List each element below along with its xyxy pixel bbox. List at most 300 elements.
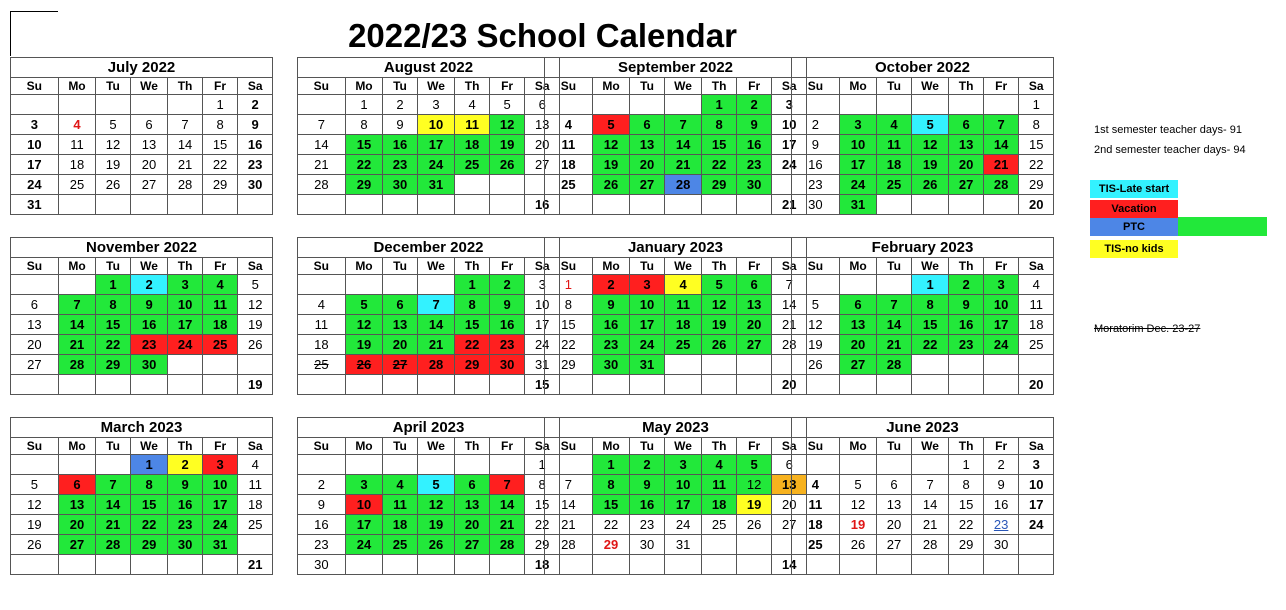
day-cell: 7 <box>489 475 525 495</box>
empty-day-cell <box>298 195 346 215</box>
week-row <box>11 355 273 375</box>
day-cell: 17 <box>772 135 807 155</box>
week-row <box>545 515 807 535</box>
day-cell: 6 <box>130 115 168 135</box>
day-cell: 13 <box>877 495 912 515</box>
legend-green-swatch <box>1178 217 1267 236</box>
day-cell: 26 <box>11 535 59 555</box>
week-row <box>792 335 1054 355</box>
empty-day-cell <box>455 455 490 475</box>
month-june-2023 <box>791 417 1054 575</box>
empty-day-cell <box>949 355 984 375</box>
day-cell: 14 <box>298 135 346 155</box>
weekday-header: Th <box>702 438 737 455</box>
weekday-header: Sa <box>772 258 807 275</box>
month-title: May 2023 <box>545 418 807 438</box>
week-row <box>11 115 273 135</box>
day-cell: 29 <box>202 175 238 195</box>
month-february-2023 <box>791 237 1054 395</box>
weekday-header: Tu <box>630 438 665 455</box>
day-cell: 20 <box>630 155 665 175</box>
day-cell: 9 <box>630 475 665 495</box>
empty-day-cell <box>592 195 630 215</box>
day-cell: 9 <box>983 475 1019 495</box>
day-cell: 3 <box>772 95 807 115</box>
day-cell: 6 <box>877 475 912 495</box>
week-row <box>545 195 807 215</box>
day-cell: 5 <box>592 115 630 135</box>
day-cell: 10 <box>1019 475 1054 495</box>
empty-day-cell <box>983 95 1019 115</box>
weekday-header: We <box>130 438 168 455</box>
day-cell: 16 <box>983 495 1019 515</box>
day-cell: 25 <box>664 335 702 355</box>
day-cell: 7 <box>298 115 346 135</box>
day-cell: 20 <box>877 515 912 535</box>
day-cell: 3 <box>168 275 203 295</box>
day-cell: 30 <box>383 175 418 195</box>
empty-day-cell <box>489 555 525 575</box>
empty-day-cell <box>911 355 949 375</box>
day-cell: 10 <box>417 115 455 135</box>
day-cell: 6 <box>772 455 807 475</box>
day-cell: 27 <box>11 355 59 375</box>
day-cell: 22 <box>130 515 168 535</box>
weekday-header: Fr <box>736 78 772 95</box>
week-row <box>11 475 273 495</box>
day-cell: 28 <box>772 335 807 355</box>
day-cell: 27 <box>58 535 96 555</box>
day-cell: 26 <box>839 535 877 555</box>
day-cell: 15 <box>545 315 593 335</box>
weekday-header: We <box>911 78 949 95</box>
day-cell: 30 <box>630 535 665 555</box>
weekday-header: Fr <box>202 438 238 455</box>
day-cell: 23 <box>630 515 665 535</box>
week-row <box>545 155 807 175</box>
day-cell: 29 <box>96 355 131 375</box>
day-cell: 8 <box>202 115 238 135</box>
day-cell: 19 <box>736 495 772 515</box>
page-title <box>10 12 1274 56</box>
week-row <box>545 115 807 135</box>
week-row <box>11 375 273 395</box>
day-cell: 20 <box>1019 195 1054 215</box>
day-cell: 19 <box>238 375 273 395</box>
day-cell: 12 <box>345 315 383 335</box>
empty-day-cell <box>298 455 346 475</box>
empty-day-cell <box>545 555 593 575</box>
day-cell: 14 <box>664 135 702 155</box>
day-cell: 11 <box>545 135 593 155</box>
day-cell: 22 <box>202 155 238 175</box>
weekday-header: Fr <box>983 258 1019 275</box>
week-row <box>792 175 1054 195</box>
day-cell: 20 <box>736 315 772 335</box>
day-cell: 23 <box>983 515 1019 535</box>
empty-day-cell <box>417 275 455 295</box>
weekday-header: Su <box>792 258 840 275</box>
day-cell: 25 <box>238 515 273 535</box>
week-row <box>792 115 1054 135</box>
day-cell: 4 <box>202 275 238 295</box>
day-cell: 19 <box>417 515 455 535</box>
empty-day-cell <box>630 555 665 575</box>
day-cell: 15 <box>525 495 560 515</box>
day-cell: 19 <box>792 335 840 355</box>
weekday-header: We <box>664 258 702 275</box>
week-row <box>298 275 560 295</box>
week-row <box>11 95 273 115</box>
empty-day-cell <box>202 375 238 395</box>
weekday-header: Mo <box>839 438 877 455</box>
day-cell: 14 <box>168 135 203 155</box>
weekday-header: Th <box>455 78 490 95</box>
day-cell: 20 <box>58 515 96 535</box>
weekday-header: Sa <box>238 78 273 95</box>
empty-day-cell <box>96 95 131 115</box>
empty-day-cell <box>983 375 1019 395</box>
day-cell: 6 <box>839 295 877 315</box>
weekday-header: We <box>417 438 455 455</box>
empty-day-cell <box>58 555 96 575</box>
day-cell: 14 <box>96 495 131 515</box>
legend-ptc: PTC <box>1090 218 1178 236</box>
day-cell: 13 <box>383 315 418 335</box>
week-row <box>298 315 560 335</box>
weekday-header: Th <box>949 78 984 95</box>
month-october-2022 <box>791 57 1054 215</box>
day-cell: 4 <box>455 95 490 115</box>
weekday-header: We <box>417 258 455 275</box>
day-cell: 15 <box>455 315 490 335</box>
day-cell: 5 <box>417 475 455 495</box>
day-cell: 8 <box>702 115 737 135</box>
day-cell: 28 <box>911 535 949 555</box>
day-cell: 10 <box>983 295 1019 315</box>
day-cell: 5 <box>792 295 840 315</box>
day-cell: 29 <box>1019 175 1054 195</box>
day-cell: 18 <box>545 155 593 175</box>
weekday-header: Th <box>702 258 737 275</box>
empty-day-cell <box>792 555 840 575</box>
day-cell: 22 <box>96 335 131 355</box>
legend-no-kids: TIS-no kids <box>1090 240 1178 258</box>
week-row <box>11 495 273 515</box>
empty-day-cell <box>1019 535 1054 555</box>
day-cell: 3 <box>983 275 1019 295</box>
empty-day-cell <box>545 95 593 115</box>
weekday-header: Su <box>298 438 346 455</box>
month-title: April 2023 <box>298 418 560 438</box>
empty-day-cell <box>911 555 949 575</box>
day-cell: 24 <box>11 175 59 195</box>
week-row <box>11 535 273 555</box>
empty-day-cell <box>736 555 772 575</box>
day-cell: 8 <box>911 295 949 315</box>
day-cell: 28 <box>489 535 525 555</box>
day-cell: 24 <box>345 535 383 555</box>
day-cell: 26 <box>736 515 772 535</box>
day-cell: 6 <box>736 275 772 295</box>
week-row <box>11 155 273 175</box>
day-cell: 18 <box>238 495 273 515</box>
weekday-header: Sa <box>525 438 560 455</box>
empty-day-cell <box>298 275 346 295</box>
empty-day-cell <box>383 555 418 575</box>
empty-day-cell <box>949 95 984 115</box>
month-july-2022 <box>10 57 273 215</box>
day-cell: 27 <box>383 355 418 375</box>
day-cell: 28 <box>545 535 593 555</box>
week-row <box>545 175 807 195</box>
empty-day-cell <box>417 195 455 215</box>
empty-day-cell <box>792 375 840 395</box>
weekday-header: We <box>130 258 168 275</box>
day-cell: 20 <box>949 155 984 175</box>
empty-day-cell <box>202 355 238 375</box>
day-cell: 18 <box>664 315 702 335</box>
day-cell: 2 <box>949 275 984 295</box>
day-cell: 21 <box>911 515 949 535</box>
day-cell: 18 <box>525 555 560 575</box>
day-cell: 1 <box>525 455 560 475</box>
empty-day-cell <box>11 95 59 115</box>
day-cell: 16 <box>736 135 772 155</box>
day-cell: 26 <box>96 175 131 195</box>
day-cell: 31 <box>839 195 877 215</box>
empty-day-cell <box>345 555 383 575</box>
day-cell: 26 <box>345 355 383 375</box>
day-cell: 10 <box>11 135 59 155</box>
day-cell: 2 <box>489 275 525 295</box>
day-cell: 7 <box>911 475 949 495</box>
empty-day-cell <box>545 195 593 215</box>
empty-day-cell <box>168 375 203 395</box>
day-cell: 25 <box>545 175 593 195</box>
month-title: December 2022 <box>298 238 560 258</box>
day-cell: 2 <box>736 95 772 115</box>
empty-day-cell <box>839 375 877 395</box>
day-cell: 13 <box>630 135 665 155</box>
day-cell: 14 <box>772 295 807 315</box>
day-cell: 22 <box>1019 155 1054 175</box>
empty-day-cell <box>664 375 702 395</box>
day-cell: 10 <box>664 475 702 495</box>
empty-day-cell <box>792 95 840 115</box>
day-cell: 1 <box>345 95 383 115</box>
day-cell: 8 <box>545 295 593 315</box>
day-cell: 23 <box>489 335 525 355</box>
day-cell: 11 <box>383 495 418 515</box>
day-cell: 17 <box>417 135 455 155</box>
empty-day-cell <box>839 455 877 475</box>
empty-day-cell <box>96 555 131 575</box>
weekday-header: We <box>130 78 168 95</box>
empty-day-cell <box>11 275 59 295</box>
day-cell: 1 <box>545 275 593 295</box>
day-cell: 28 <box>983 175 1019 195</box>
day-cell: 10 <box>202 475 238 495</box>
day-cell: 21 <box>772 315 807 335</box>
weekday-header: Sa <box>238 258 273 275</box>
day-cell: 18 <box>792 515 840 535</box>
day-cell: 16 <box>298 515 346 535</box>
week-row <box>11 555 273 575</box>
day-cell: 12 <box>736 475 772 495</box>
weekday-header: Tu <box>96 258 131 275</box>
day-cell: 27 <box>736 335 772 355</box>
week-row <box>792 195 1054 215</box>
week-row <box>792 555 1054 575</box>
day-cell: 25 <box>792 535 840 555</box>
day-cell: 29 <box>455 355 490 375</box>
day-cell: 9 <box>168 475 203 495</box>
day-cell: 18 <box>877 155 912 175</box>
day-cell: 12 <box>489 115 525 135</box>
empty-day-cell <box>489 195 525 215</box>
day-cell: 8 <box>96 295 131 315</box>
day-cell: 15 <box>702 135 737 155</box>
week-row <box>545 535 807 555</box>
week-row <box>545 375 807 395</box>
week-row <box>792 375 1054 395</box>
empty-day-cell <box>664 555 702 575</box>
day-cell: 16 <box>630 495 665 515</box>
day-cell: 11 <box>202 295 238 315</box>
empty-day-cell <box>455 195 490 215</box>
day-cell: 24 <box>525 335 560 355</box>
day-cell: 1 <box>949 455 984 475</box>
empty-day-cell <box>58 455 96 475</box>
day-cell: 17 <box>525 315 560 335</box>
empty-day-cell <box>983 555 1019 575</box>
empty-day-cell <box>168 195 203 215</box>
month-september-2022 <box>544 57 807 215</box>
day-cell: 5 <box>96 115 131 135</box>
day-cell: 27 <box>130 175 168 195</box>
month-november-2022 <box>10 237 273 395</box>
week-row <box>545 335 807 355</box>
empty-day-cell <box>130 195 168 215</box>
empty-day-cell <box>877 555 912 575</box>
day-cell: 19 <box>592 155 630 175</box>
empty-day-cell <box>345 195 383 215</box>
day-cell: 1 <box>455 275 490 295</box>
day-cell: 2 <box>792 115 840 135</box>
day-cell: 7 <box>664 115 702 135</box>
weekday-header: Su <box>11 438 59 455</box>
day-cell: 17 <box>983 315 1019 335</box>
day-cell: 21 <box>664 155 702 175</box>
day-cell: 27 <box>877 535 912 555</box>
weekday-header: Su <box>545 78 593 95</box>
day-cell: 30 <box>298 555 346 575</box>
week-row <box>545 495 807 515</box>
day-cell: 4 <box>664 275 702 295</box>
day-cell: 5 <box>702 275 737 295</box>
month-title: September 2022 <box>545 58 807 78</box>
day-cell: 24 <box>983 335 1019 355</box>
empty-day-cell <box>877 275 912 295</box>
day-cell: 22 <box>545 335 593 355</box>
day-cell: 30 <box>489 355 525 375</box>
day-cell: 4 <box>58 115 96 135</box>
day-cell: 9 <box>238 115 273 135</box>
empty-day-cell <box>911 455 949 475</box>
week-row <box>11 515 273 535</box>
week-row <box>298 195 560 215</box>
day-cell: 10 <box>168 295 203 315</box>
week-row <box>11 135 273 155</box>
day-cell: 7 <box>983 115 1019 135</box>
day-cell: 30 <box>983 535 1019 555</box>
empty-day-cell <box>630 95 665 115</box>
day-cell: 22 <box>911 335 949 355</box>
day-cell: 26 <box>792 355 840 375</box>
day-cell: 24 <box>1019 515 1054 535</box>
day-cell: 19 <box>96 155 131 175</box>
weekday-header: Tu <box>96 78 131 95</box>
day-cell: 13 <box>130 135 168 155</box>
day-cell: 29 <box>345 175 383 195</box>
day-cell: 22 <box>455 335 490 355</box>
day-cell: 12 <box>96 135 131 155</box>
day-cell: 8 <box>949 475 984 495</box>
day-cell: 19 <box>702 315 737 335</box>
day-cell: 11 <box>238 475 273 495</box>
day-cell: 16 <box>238 135 273 155</box>
empty-day-cell <box>96 455 131 475</box>
day-cell: 6 <box>949 115 984 135</box>
week-row <box>792 455 1054 475</box>
day-cell: 12 <box>417 495 455 515</box>
week-row <box>792 275 1054 295</box>
day-cell: 3 <box>839 115 877 135</box>
day-cell: 3 <box>11 115 59 135</box>
day-cell: 6 <box>11 295 59 315</box>
day-cell: 6 <box>630 115 665 135</box>
day-cell: 27 <box>839 355 877 375</box>
day-cell: 3 <box>525 275 560 295</box>
weekday-header: Sa <box>238 438 273 455</box>
weekday-header: Su <box>11 78 59 95</box>
day-cell: 9 <box>792 135 840 155</box>
day-cell: 10 <box>345 495 383 515</box>
empty-day-cell <box>983 355 1019 375</box>
weekday-header: We <box>911 258 949 275</box>
weekday-header: Fr <box>489 258 525 275</box>
empty-day-cell <box>702 195 737 215</box>
day-cell: 17 <box>630 315 665 335</box>
day-cell: 20 <box>11 335 59 355</box>
weekday-header: Mo <box>592 78 630 95</box>
day-cell: 7 <box>545 475 593 495</box>
day-cell: 24 <box>168 335 203 355</box>
weekday-header: Th <box>168 78 203 95</box>
day-cell: 21 <box>772 195 807 215</box>
day-cell: 11 <box>455 115 490 135</box>
empty-day-cell <box>383 455 418 475</box>
day-cell: 8 <box>592 475 630 495</box>
day-cell: 29 <box>592 535 630 555</box>
day-cell: 7 <box>58 295 96 315</box>
empty-day-cell <box>664 355 702 375</box>
week-row <box>792 95 1054 115</box>
day-cell: 1 <box>911 275 949 295</box>
day-cell: 13 <box>949 135 984 155</box>
day-cell: 2 <box>238 95 273 115</box>
